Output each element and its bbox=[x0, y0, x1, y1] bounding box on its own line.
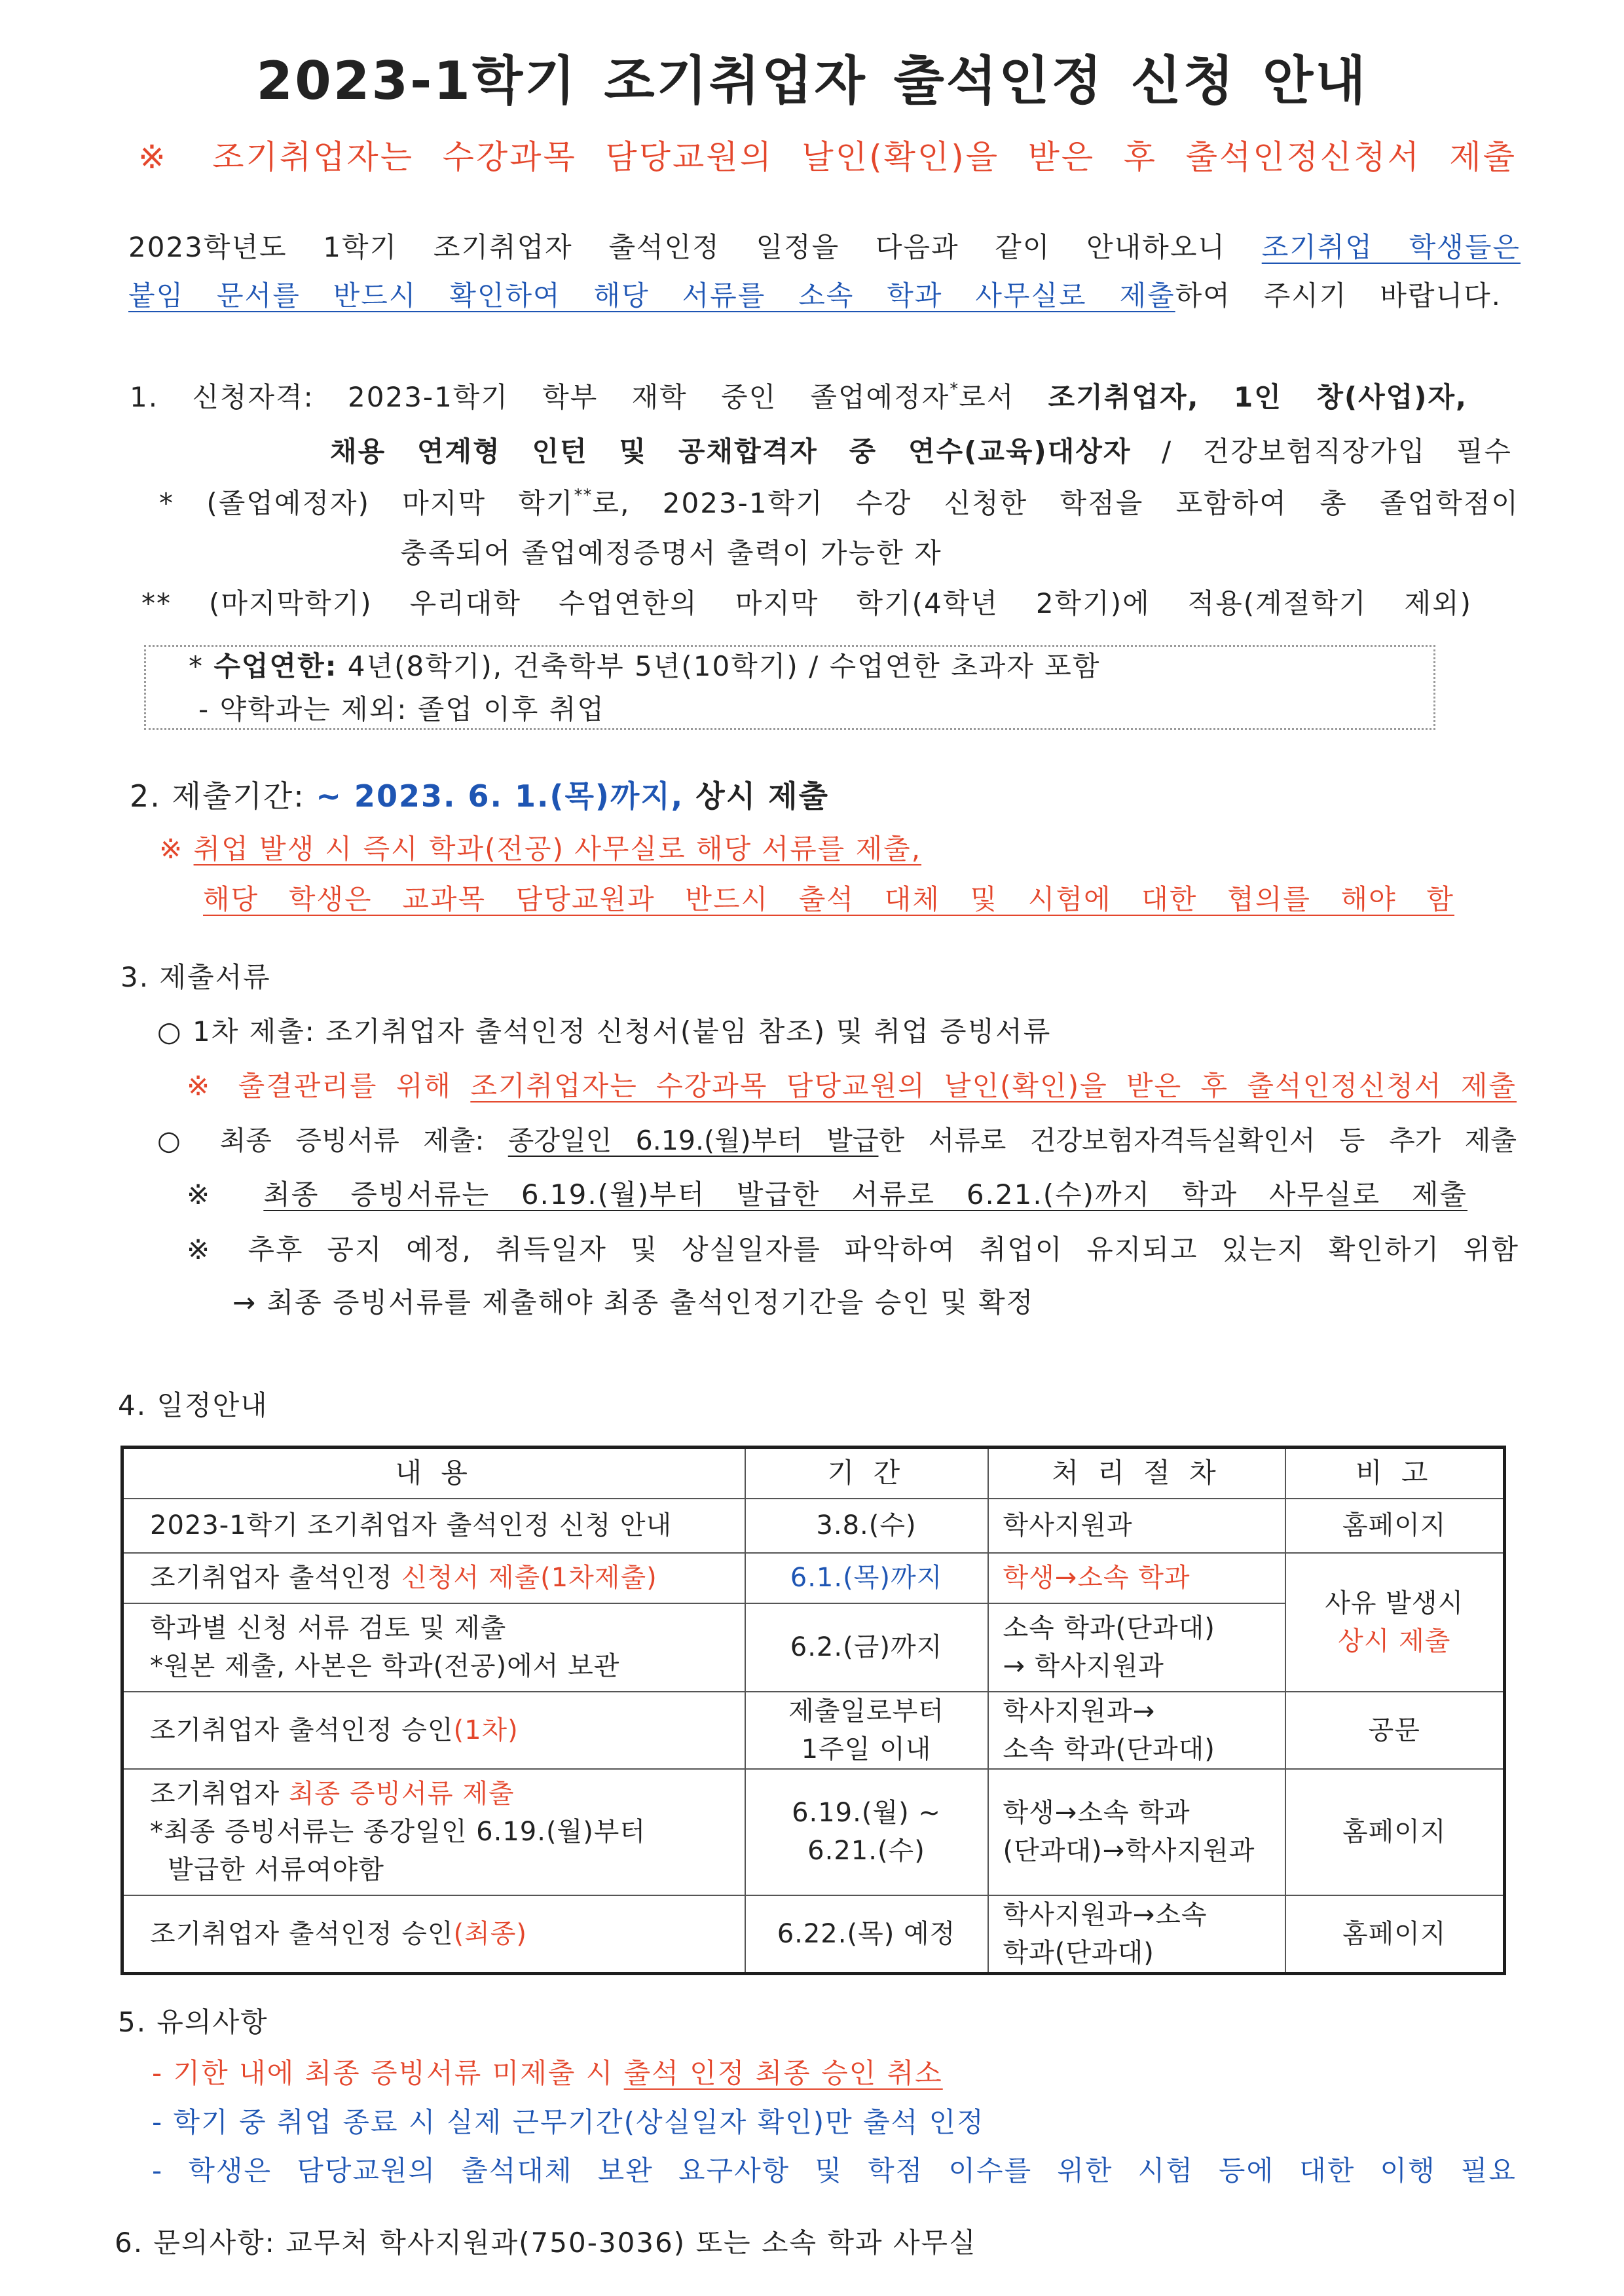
footnote-mark: ** bbox=[574, 486, 593, 505]
table-row bbox=[122, 1769, 1505, 1895]
row-process bbox=[988, 1603, 1285, 1692]
row-content-line: 학과별 신청 서류 검토 및 제출 bbox=[150, 1613, 507, 1643]
notes-item-1 bbox=[152, 2054, 943, 2093]
period-warning-2: 해당 학생은 교과목 담당교원과 반드시 출석 대체 및 시험에 대한 협의를 해야 함 bbox=[203, 883, 1454, 915]
note-text: * (졸업예정자) 마지막 학기 bbox=[159, 487, 574, 519]
row-content-line: *원본 제출, 사본은 학과(전공)에서 보관 bbox=[150, 1651, 620, 1681]
row-period: 6.2.(금)까지 bbox=[745, 1603, 988, 1692]
column-header-process: 처 리 절 차 bbox=[988, 1448, 1285, 1499]
documents-final-note-3: → 최종 증빙서류를 제출해야 최종 출석인정기간을 승인 및 확정 bbox=[232, 1286, 1035, 1319]
row-content-text: 조기취업자 출석인정 승인 bbox=[150, 1918, 454, 1949]
row-content-line: *최종 증빙서류는 종강일인 6.19.(월)부터 bbox=[150, 1817, 646, 1847]
row-content bbox=[122, 1603, 745, 1692]
row-content-emphasis: 신청서 제출(1차제출) bbox=[401, 1563, 657, 1593]
notice-banner: ※ 조기취업자는 수강과목 담당교원의 날인(확인)을 받은 후 출석인정신청서 제출 bbox=[138, 138, 1517, 176]
period-label: 2. 제출기간: bbox=[130, 778, 316, 814]
note-mark: ※ bbox=[187, 1178, 264, 1211]
study-period-mark: * bbox=[189, 650, 214, 682]
eligibility-emphasis: 조기취업자, 1인 창(사업)자, bbox=[1048, 381, 1467, 413]
intro-text: 하여 주시기 바랍니다. bbox=[1175, 280, 1502, 312]
intro-highlight: 조기취업 학생들은 bbox=[1261, 231, 1521, 263]
note-text: 로, 2023-1학기 수강 신청한 학점을 포함하여 총 졸업학점이 bbox=[592, 487, 1519, 519]
study-period-line-1 bbox=[189, 648, 1100, 685]
row-process-line: 학과(단과대) bbox=[1003, 1937, 1154, 1968]
row-content-line: 발급한 서류여야함 bbox=[168, 1855, 384, 1885]
row-process-line: 학사지원과→ bbox=[1003, 1696, 1156, 1726]
final-emphasis: 종강일인 6.19.(월)부터 발급 bbox=[507, 1125, 879, 1156]
eligibility-text: 1. 신청자격: 2023-1학기 학부 재학 중인 졸업예정자 bbox=[130, 381, 950, 413]
row-content-text: 조기취업자 출석인정 승인 bbox=[150, 1715, 454, 1745]
row-content-emphasis: (1차) bbox=[453, 1715, 519, 1745]
notes-item-2: - 학기 중 취업 종료 시 실제 근무기간(상실일자 확인)만 출석 인정 bbox=[152, 2106, 985, 2138]
row-content-text: 조기취업자 출석인정 bbox=[150, 1563, 402, 1593]
study-period-box bbox=[144, 645, 1435, 730]
intro-text: 2023학년도 1학기 조기취업자 출석인정 일정을 다음과 같이 안내하오니 bbox=[128, 231, 1262, 263]
row-process: 학생→소속 학과 bbox=[988, 1553, 1285, 1603]
eligibility-note-2: ** (마지막학기) 우리대학 수업연한의 마지막 학기(4학년 2학기)에 적용(계절학기 제외) bbox=[141, 587, 1472, 619]
row-process bbox=[988, 1769, 1285, 1895]
row-process-line: (단과대)→학사지원과 bbox=[1003, 1836, 1255, 1866]
row-period-line: 제출일로부터 bbox=[788, 1696, 944, 1726]
column-header-remark: 비 고 bbox=[1285, 1448, 1505, 1499]
eligibility-emphasis: 채용 연계형 인턴 및 공채합격자 중 연수(교육)대상자 bbox=[330, 435, 1132, 467]
schedule-table bbox=[120, 1446, 1506, 1975]
period-rolling: 상시 제출 bbox=[684, 778, 830, 814]
remark-line: 사유 발생시 bbox=[1325, 1588, 1464, 1618]
study-period-line-2: - 약학과는 제외: 졸업 이후 취업 bbox=[198, 693, 605, 725]
row-content-line bbox=[150, 1775, 745, 1813]
documents-final-note-2: ※ 추후 공지 예정, 취득일자 및 상실일자를 파악하여 취업이 유지되고 있는지 확인하기 위함 bbox=[187, 1233, 1519, 1266]
column-header-content: 내 용 bbox=[122, 1448, 745, 1499]
intro-highlight: 붙임 문서를 반드시 확인하여 해당 서류를 소속 학과 사무실로 제출 bbox=[128, 280, 1175, 312]
study-period-text: 4년(8학기), 건축학부 5년(10학기) / 수업연한 초과자 포함 bbox=[337, 650, 1101, 682]
period-deadline: ~ 2023. 6. 1.(목)까지, bbox=[316, 778, 684, 814]
eligibility-text: / 건강보험직장가입 필수 bbox=[1131, 435, 1512, 467]
documents-heading: 3. 제출서류 bbox=[120, 961, 271, 993]
documents-first-note bbox=[187, 1066, 1517, 1106]
row-period-line: 1주일 이내 bbox=[801, 1734, 932, 1764]
row-period-line: 6.19.(월) ~ bbox=[792, 1798, 941, 1828]
row-period: 6.22.(목) 예정 bbox=[745, 1895, 988, 1974]
row-process-line: 학생→소속 학과 bbox=[1003, 1798, 1190, 1828]
eligibility-line-1 bbox=[130, 378, 1467, 417]
eligibility-note-1-continued: 충족되어 졸업예정증명서 출력이 가능한 자 bbox=[400, 537, 942, 569]
row-remark: 공문 bbox=[1285, 1692, 1505, 1769]
row-content bbox=[122, 1769, 745, 1895]
page-title: 2023-1학기 조기취업자 출석인정 신청 안내 bbox=[256, 50, 1368, 111]
remark-line-emphasis: 상시 제출 bbox=[1338, 1626, 1451, 1656]
note-emphasis: 조기취업자는 수강과목 담당교원의 날인(확인)을 받은 후 출석인정신청서 제출 bbox=[470, 1070, 1517, 1102]
table-row bbox=[122, 1895, 1505, 1974]
period-heading bbox=[130, 776, 829, 816]
column-header-period: 기 간 bbox=[745, 1448, 988, 1499]
eligibility-text: 로서 bbox=[959, 381, 1048, 413]
row-remark: 홈페이지 bbox=[1285, 1499, 1505, 1553]
warning-mark: ※ bbox=[159, 833, 194, 865]
row-remark: 홈페이지 bbox=[1285, 1769, 1505, 1895]
eligibility-line-2 bbox=[330, 432, 1512, 471]
row-content bbox=[122, 1692, 745, 1769]
schedule-heading: 4. 일정안내 bbox=[118, 1389, 268, 1421]
intro-line-1 bbox=[128, 228, 1521, 267]
row-period: 6.1.(목)까지 bbox=[745, 1553, 988, 1603]
row-process-line: 소속 학과(단과대) bbox=[1003, 1613, 1215, 1643]
final-text: 한 서류로 건강보험자격득실확인서 등 추가 제출 bbox=[878, 1125, 1517, 1156]
documents-first-submission: ○ 1차 제출: 조기취업자 출석인정 신청서(붙임 참조) 및 취업 증빙서류 bbox=[157, 1015, 1052, 1048]
row-content-emphasis: 최종 증빙서류 제출 bbox=[288, 1779, 515, 1809]
row-process-line: 소속 학과(단과대) bbox=[1003, 1734, 1215, 1764]
notes-emphasis: 출석 인정 최종 승인 취소 bbox=[623, 2057, 943, 2089]
note-emphasis: 최종 증빙서류는 6.19.(월)부터 발급한 서류로 6.21.(수)까지 학과 사무실로 제출 bbox=[263, 1178, 1467, 1211]
table-row bbox=[122, 1499, 1505, 1553]
table-row bbox=[122, 1553, 1505, 1603]
study-period-label: 수업연한: bbox=[213, 650, 338, 682]
row-process bbox=[988, 1895, 1285, 1974]
row-period bbox=[745, 1769, 988, 1895]
row-period: 3.8.(수) bbox=[745, 1499, 988, 1553]
notes-text: - 기한 내에 최종 증빙서류 미제출 시 bbox=[152, 2057, 624, 2089]
row-process-line: 학사지원과→소속 bbox=[1003, 1899, 1208, 1930]
row-content-emphasis: (최종) bbox=[453, 1918, 527, 1949]
table-row bbox=[122, 1692, 1505, 1769]
row-period bbox=[745, 1692, 988, 1769]
warning-text: 취업 발생 시 즉시 학과(전공) 사무실로 해당 서류를 제출, bbox=[193, 833, 922, 865]
row-content: 2023-1학기 조기취업자 출석인정 신청 안내 bbox=[122, 1499, 745, 1553]
row-content-text: 조기취업자 bbox=[150, 1779, 289, 1809]
row-content bbox=[122, 1553, 745, 1603]
contact-line: 6. 문의사항: 교무처 학사지원과(750-3036) 또는 소속 학과 사무실 bbox=[115, 2227, 977, 2259]
row-remark: 홈페이지 bbox=[1285, 1895, 1505, 1974]
row-period-line: 6.21.(수) bbox=[807, 1836, 925, 1866]
row-process bbox=[988, 1692, 1285, 1769]
note-text: ※ 출결관리를 위해 bbox=[187, 1070, 471, 1102]
notes-heading: 5. 유의사항 bbox=[118, 2006, 268, 2038]
footnote-mark: * bbox=[950, 380, 959, 399]
documents-final-note-1 bbox=[187, 1175, 1467, 1214]
documents-final-submission bbox=[157, 1121, 1517, 1160]
row-content bbox=[122, 1895, 745, 1974]
intro-line-2 bbox=[128, 276, 1502, 316]
row-remark bbox=[1285, 1553, 1505, 1692]
final-label: ○ 최종 증빙서류 제출: bbox=[157, 1125, 508, 1156]
eligibility-note-1 bbox=[159, 484, 1519, 523]
notes-item-3: - 학생은 담당교원의 출석대체 보완 요구사항 및 학점 이수를 위한 시험 등에 대한 이행 필요 bbox=[152, 2155, 1517, 2187]
table-header-row bbox=[122, 1448, 1505, 1499]
row-process: 학사지원과 bbox=[988, 1499, 1285, 1553]
row-process-line: → 학사지원과 bbox=[1003, 1651, 1164, 1681]
period-warning-1 bbox=[159, 829, 921, 869]
